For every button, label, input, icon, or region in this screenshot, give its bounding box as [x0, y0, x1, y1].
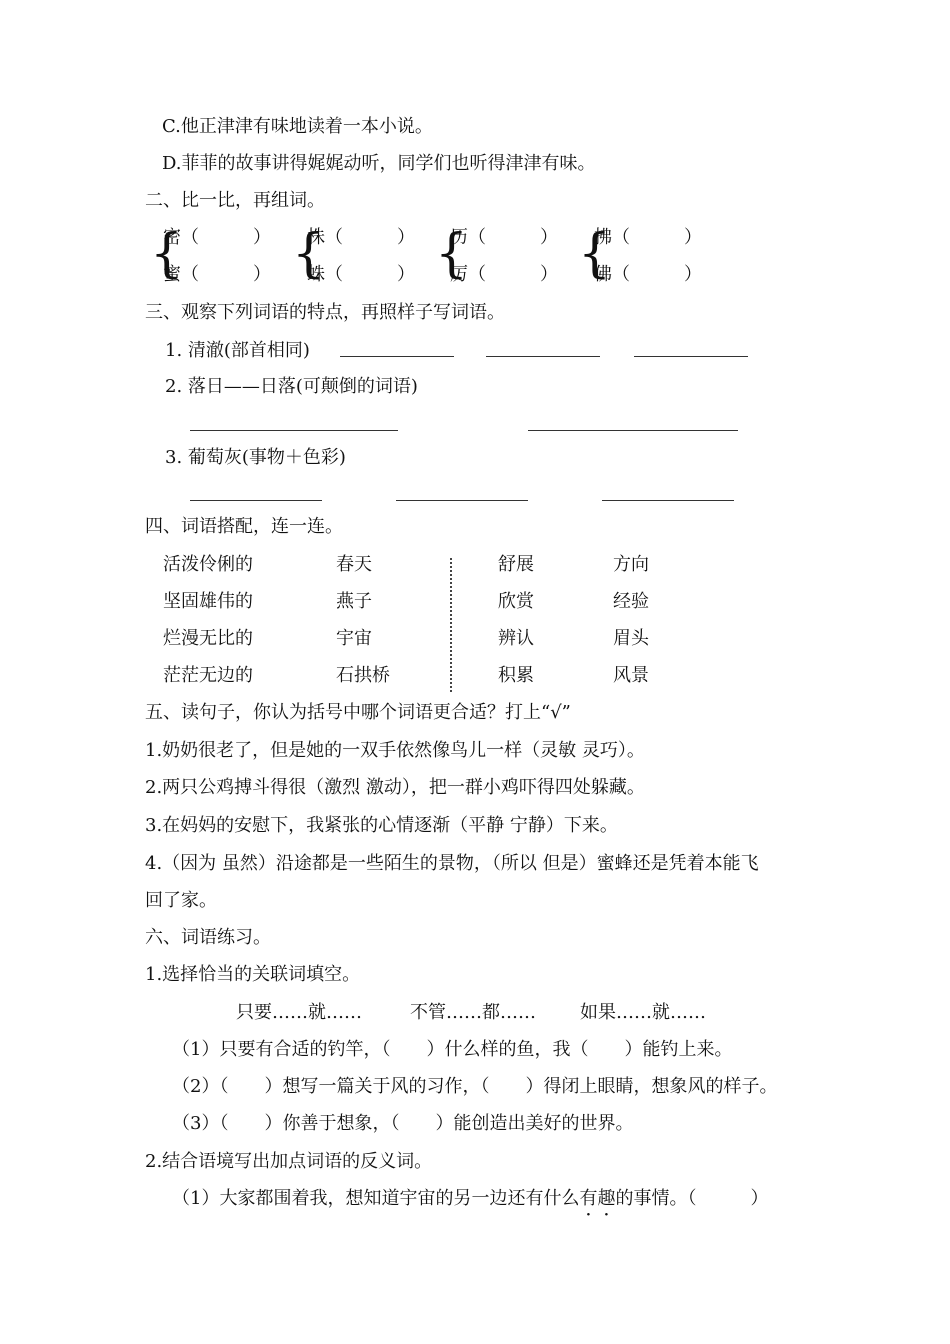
option-c: C.他正津津有味地读着一本小说。 [162, 116, 433, 137]
match-left-b-1: 春天 [336, 554, 372, 575]
question-2-1 [172, 1188, 768, 1210]
answer-line[interactable] [340, 356, 454, 357]
match-left-a-3: 烂漫无比的 [163, 628, 253, 649]
question-2: 2.结合语境写出加点词语的反义词。 [145, 1151, 433, 1172]
section-5-sentence-4-cont: 回了家。 [145, 890, 217, 911]
question-1-2: （2）（ ）想写一篇关于风的习作，（ ）得闭上眼睛，想象风的样子。 [172, 1076, 778, 1097]
dotted-char: 趣 [597, 1188, 616, 1209]
question-1-1: （1）只要有合适的钓竿，（ ）什么样的鱼，我（ ）能钓上来。 [172, 1039, 733, 1060]
match-left-b-2: 燕子 [336, 591, 372, 612]
match-right-b-3: 眉头 [613, 628, 649, 649]
answer-line[interactable] [602, 500, 734, 501]
match-left-b-3: 宇宙 [336, 628, 372, 649]
match-left-a-2: 坚固雄伟的 [163, 591, 253, 612]
answer-line[interactable] [634, 356, 748, 357]
section-5-sentence-2: 2.两只公鸡搏斗得很（激烈 激动），把一群小鸡吓得四处躲藏。 [145, 777, 645, 798]
pair-2-b: 蛛（ ） [307, 264, 415, 285]
section-2-title: 二、比一比，再组词。 [145, 190, 325, 211]
match-right-a-1: 舒展 [498, 554, 534, 575]
section-5-title: 五、读句子，你认为括号中哪个词语更合适？打上“√” [145, 702, 571, 723]
pair-1-b: 蜜（ ） [163, 264, 271, 285]
section-3-title: 三、观察下列词语的特点，再照样子写词语。 [145, 302, 505, 323]
dotted-char: 有 [579, 1188, 598, 1209]
section-3-item-3: 3. 葡萄灰(事物＋色彩) [165, 447, 346, 468]
match-right-a-2: 欣赏 [498, 591, 534, 612]
column-divider [450, 558, 452, 692]
section-3-item-2: 2. 落日——日落(可颠倒的词语) [165, 376, 418, 397]
section-5-sentence-1: 1.奶奶很老了，但是她的一双手依然像鸟儿一样（灵敏 灵巧）。 [145, 740, 645, 761]
question-1-3: （3）（ ）你善于想象，（ ）能创造出美好的世界。 [172, 1113, 634, 1134]
pair-4-b: 佛（ ） [594, 264, 702, 285]
answer-line[interactable] [486, 356, 600, 357]
question-2-1-text: （1）大家都围着我，想知道宇宙的另一边还有什么 [172, 1188, 580, 1209]
conjunction-option-3: 如果……就…… [580, 1002, 706, 1023]
answer-line[interactable] [190, 500, 322, 501]
pair-3-b: 厉（ ） [450, 264, 558, 285]
section-5-sentence-3: 3.在妈妈的安慰下，我紧张的心情逐渐（平静 宁静）下来。 [145, 815, 618, 836]
match-right-b-4: 风景 [613, 665, 649, 686]
match-left-b-4: 石拱桥 [336, 665, 390, 686]
brace-icon: { [435, 224, 469, 284]
question-2-1-tail: 的事情。（ ） [615, 1188, 769, 1209]
brace-icon: { [292, 224, 326, 284]
section-3-item-1: 1. 清澈(部首相同) [165, 340, 310, 361]
answer-line[interactable] [190, 430, 398, 431]
conjunction-option-2: 不管……都…… [410, 1002, 536, 1023]
section-5-sentence-4: 4.（因为 虽然）沿途都是一些陌生的景物，（所以 但是）蜜蜂还是凭着本能飞 [145, 853, 759, 874]
conjunction-option-1: 只要……就…… [236, 1002, 362, 1023]
match-left-a-4: 茫茫无边的 [163, 665, 253, 686]
match-left-a-1: 活泼伶俐的 [163, 554, 253, 575]
section-4-title: 四、词语搭配，连一连。 [145, 516, 343, 537]
match-right-b-2: 经验 [613, 591, 649, 612]
brace-icon: { [578, 224, 612, 284]
match-right-b-1: 方向 [613, 554, 649, 575]
pair-1-a: 密（ ） [163, 227, 271, 248]
brace-icon: { [150, 224, 184, 284]
pair-4-a: 拂（ ） [594, 227, 702, 248]
match-right-a-3: 辨认 [498, 628, 534, 649]
match-right-a-4: 积累 [498, 665, 534, 686]
section-6-title: 六、词语练习。 [145, 927, 271, 948]
pair-2-a: 株（ ） [307, 227, 415, 248]
answer-line[interactable] [528, 430, 738, 431]
option-d: D.菲菲的故事讲得娓娓动听，同学们也听得津津有味。 [162, 153, 596, 174]
answer-line[interactable] [396, 500, 528, 501]
question-1: 1.选择恰当的关联词填空。 [145, 964, 361, 985]
pair-3-a: 历（ ） [450, 227, 558, 248]
